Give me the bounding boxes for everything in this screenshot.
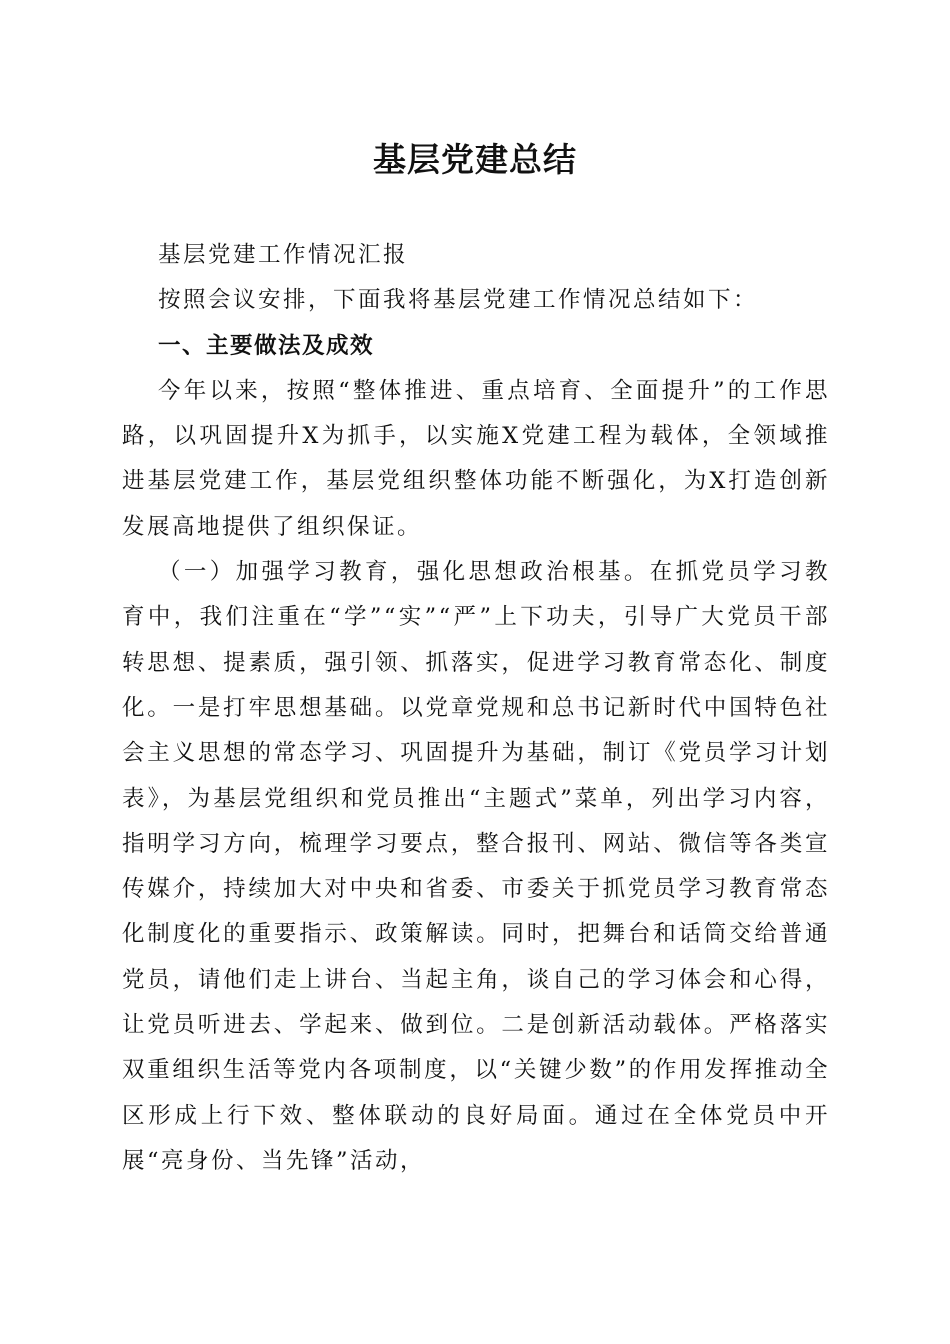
document-body	[122, 233, 830, 1184]
section-heading: 一、主要做法及成效	[158, 332, 375, 359]
document-title: 基层党建总结	[373, 140, 577, 179]
intro-paragraph: 按照会议安排，下面我将基层党建工作情况总结如下：	[158, 287, 759, 314]
report-subtitle: 基层党建工作情况汇报	[158, 242, 409, 268]
subsection-paragraph: （一）加强学习教育，强化思想政治根基。在抓党员学习教育中，我们注重在“学”“实”“严”上下功夫，引导广大党员干部转思想、提素质，强引领、抓落实，促进学习教育常态化、制度化。一是打牢思想基础。以党章党规和总书记新时代中国特色社会主义思想的常态学习、巩固提升为基础，制订《党员学习计划表》，为基层党组织和党员推出“主题式”菜单，列出学习内容，指明学习方向，梳理学习要点，整合报刊、网站、微信等各类宣传媒介，持续加大对中央和省委、市委关于抓党员学习教育常态化制度化的重要指示、政策解读。同时，把舞台和话筒交给普通党员，请他们走上讲台、当起主角，谈自己的学习体会和心得，让党员听进去、学起来、做到位。二是创新活动载体。严格落实双重组织生活等党内各项制度，以“关键少数”的作用发挥推动全区形成上行下效、整体联动的良好局面。通过在全体党员中开展“亮身份、当先锋”活动，	[122, 559, 830, 1174]
section-paragraph: 今年以来，按照“整体推进、重点培育、全面提升”的工作思路，以巩固提升X为抓手，以实施X党建工程为载体，全领域推进基层党建工作，基层党组织整体功能不断强化，为X打造创新发展高地提供了组织保证。	[122, 377, 830, 540]
